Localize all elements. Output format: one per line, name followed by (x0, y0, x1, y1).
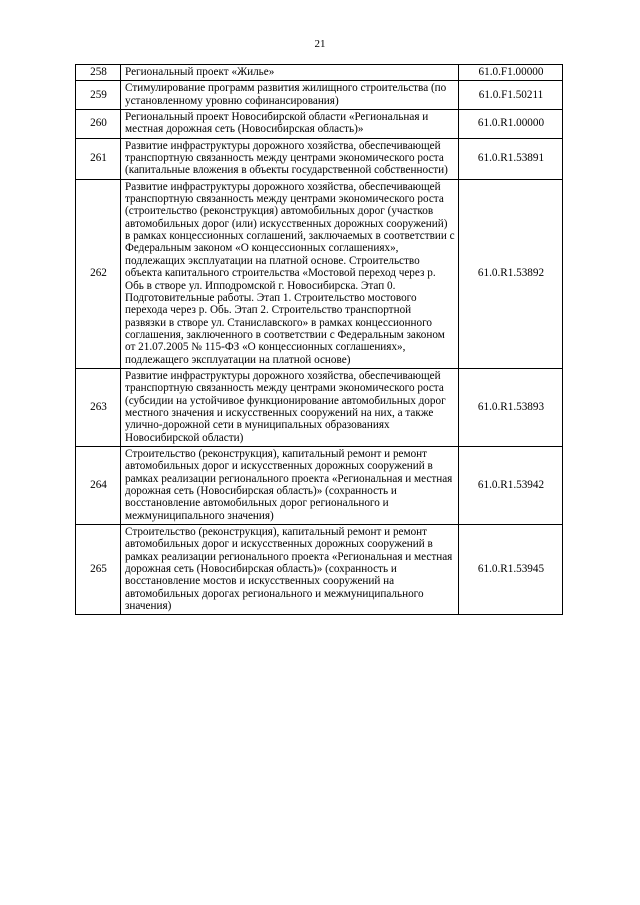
row-name-cell: Региональный проект «Жилье» (121, 65, 459, 81)
row-name-cell: Развитие инфраструктуры дорожного хозяйства, обеспечивающей транспортную связанность между центрами экономического роста (строительство (реконструкция) автомобильных дорог (участков автомобильных дорог (или) искусственных дорожных сооружений) в рамках концессионных соглашений, заключаемых в соответствии с Федеральным законом «О концессионных соглашениях», подлежащих эксплуатации на платной основе. Строительство объекта капитального строительства «Мостовой переход через р. Обь в створе ул. Ипподромской г. Новосибирска. Этап 0. Подготовительные работы. Этап 1. Строительство мостового перехода через р. Обь. Этап 2. Строительство транспортной развязки в створе ул. Станиславского» в рамках концессионного соглашения, заключенного в соответствии с Федеральным законом от 21.07.2005 № 115-ФЗ «О концессионных соглашениях», подлежащего эксплуатации на платной основе) (121, 179, 459, 368)
row-code-cell: 61.0.R1.00000 (459, 110, 563, 139)
row-number-cell: 261 (76, 138, 121, 179)
table-row (76, 368, 563, 446)
table-row (76, 81, 563, 110)
table-row (76, 138, 563, 179)
row-code-cell: 61.0.R1.53945 (459, 525, 563, 615)
row-code-cell: 61.0.F1.50211 (459, 81, 563, 110)
row-number-cell: 259 (76, 81, 121, 110)
table-row (76, 446, 563, 524)
row-number-cell: 264 (76, 446, 121, 524)
budget-classification-table (75, 64, 563, 615)
table-row (76, 179, 563, 368)
row-name-cell: Строительство (реконструкция), капитальный ремонт и ремонт автомобильных дорог и искусственных дорожных сооружений в рамках реализации регионального проекта «Региональная и местная дорожная сеть (Новосибирская область)» (сохранность и восстановление автомобильных дорог регионального и межмуниципального значения) (121, 446, 459, 524)
page-number: 21 (314, 38, 326, 50)
row-name-cell: Строительство (реконструкция), капитальный ремонт и ремонт автомобильных дорог и искусственных дорожных сооружений в рамках реализации регионального проекта «Региональная и местная дорожная сеть (Новосибирская область)» (сохранность и восстановление мостов и искусственных сооружений на автомобильных дорогах регионального и межмуниципального значения) (121, 525, 459, 615)
table-row (76, 65, 563, 81)
row-number-cell: 258 (76, 65, 121, 81)
row-code-cell: 61.0.R1.53942 (459, 446, 563, 524)
table-row (76, 110, 563, 139)
row-code-cell: 61.0.F1.00000 (459, 65, 563, 81)
row-name-cell: Региональный проект Новосибирской области «Региональная и местная дорожная сеть (Новосибирская область)» (121, 110, 459, 139)
row-number-cell: 262 (76, 179, 121, 368)
row-name-cell: Развитие инфраструктуры дорожного хозяйства, обеспечивающей транспортную связанность между центрами экономического роста (капитальные вложения в объекты государственной собственности) (121, 138, 459, 179)
row-code-cell: 61.0.R1.53892 (459, 179, 563, 368)
row-code-cell: 61.0.R1.53893 (459, 368, 563, 446)
row-number-cell: 260 (76, 110, 121, 139)
row-code-cell: 61.0.R1.53891 (459, 138, 563, 179)
table-row (76, 525, 563, 615)
row-number-cell: 263 (76, 368, 121, 446)
row-name-cell: Стимулирование программ развития жилищного строительства (по установленному уровню софинансирования) (121, 81, 459, 110)
row-number-cell: 265 (76, 525, 121, 615)
row-name-cell: Развитие инфраструктуры дорожного хозяйства, обеспечивающей транспортную связанность между центрами экономического роста (субсидии на устойчивое функционирование автомобильных дорог местного значения и искусственных сооружений на них, а также улично-дорожной сети в муниципальных образованиях Новосибирской области) (121, 368, 459, 446)
